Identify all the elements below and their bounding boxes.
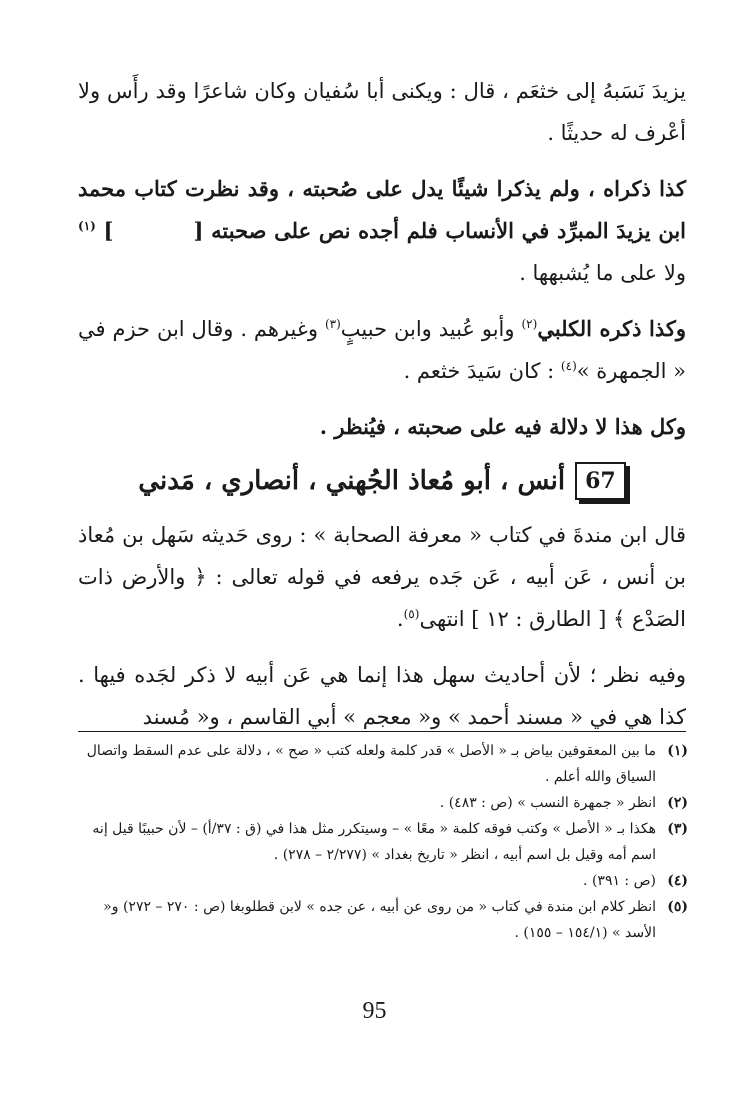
- footnote-text: (ص : ٣٩١) .: [583, 873, 656, 889]
- footnote-number: (١): [667, 743, 688, 759]
- footnote-number: (٥): [667, 899, 688, 915]
- paragraph-3-text-c: وغيرهم . وقال ابن حزم في « الجمهرة »: [78, 317, 686, 383]
- paragraph-6-text: وفيه نظر ؛ لأن أحاديث سهل هذا إنما هي عَن أبيه لا ذكر لجَده فيها . كذا هي في « مسند أحمد » و« معجم » أبي القاسم ، و« مُسند: [78, 663, 686, 729]
- footnote-separator: [78, 731, 686, 732]
- entry-title: أنس ، أبو مُعاذ الجُهني ، أنصاري ، مَدني: [138, 466, 566, 496]
- footnote-4: [78, 868, 688, 894]
- paragraph-2: [78, 168, 686, 294]
- paragraph-6: [78, 654, 686, 738]
- paragraph-1: [78, 70, 686, 154]
- paragraph-5-end: .: [396, 607, 404, 631]
- bracket-close: ]: [103, 218, 114, 243]
- footnote-1: [78, 738, 688, 790]
- paragraph-4: [78, 406, 686, 448]
- footnote-3: [78, 816, 688, 868]
- entry-number: 67: [575, 462, 626, 500]
- footnote-ref-1[interactable]: (١): [78, 219, 96, 233]
- footnote-text: هكذا بـ « الأصل » وكتب فوقه كلمة « معًا » – وسيتكرر مثل هذا في (ق : ٣٧/أ) – لأن حبيبًا قيل إنه اسم أمه وقيل بل اسم أبيه ، انظر « تاريخ بغداد » (٢/٢٧٧ – ٢٧٨) .: [92, 821, 656, 863]
- paragraph-4-text: وكل هذا لا دلالة فيه على صحبته ، فيُنظر .: [319, 414, 686, 439]
- footnote-5: [78, 894, 688, 946]
- paragraph-3: [78, 308, 686, 392]
- footnote-text: انظر كلام ابن مندة في كتاب « من روى عن أبيه ، عن جده » لابن قطلوبغا (ص : ٢٧٠ – ٢٧٢) و« الأسد » (١٥٤/١ – ١٥٥) .: [103, 899, 656, 941]
- main-text: [78, 70, 686, 752]
- footnote-text: ما بين المعقوفين بياض بـ « الأصل » قدر كلمة ولعله كتب « صح » ، دلالة على عدم السقط واتصال السياق والله أعلم .: [86, 743, 656, 785]
- footnotes: [78, 738, 688, 946]
- paragraph-5-text: قال ابن مندةَ في كتاب « معرفة الصحابة » : روى حَديثه سَهل بن مُعاذ بن أنس ، عَن أبيه ، عَن جَده يرفعه في قوله تعالى : ﴿ والأرض ذات الصَدْع ﴾ [ الطارق : ١٢ ] انتهى: [78, 523, 686, 631]
- footnote-ref-3[interactable]: (٣): [324, 317, 341, 331]
- paragraph-3-text-b: وأبو عُبيد وابن حبيبٍ: [340, 317, 515, 341]
- footnote-text: انظر « جمهرة النسب » (ص : ٤٨٣) .: [439, 795, 656, 811]
- page-number: 95: [362, 998, 387, 1024]
- paragraph-3-text-a: وكذا ذكره الكلبي: [537, 316, 686, 341]
- paragraph-2-text-b: ولا على ما يُشبهها .: [519, 261, 686, 285]
- paragraph-3-text-d: : كان سَيدَ خثعم .: [403, 359, 555, 383]
- footnote-ref-5[interactable]: (٥): [403, 607, 420, 621]
- footnote-2: [78, 790, 688, 816]
- entry-heading: [78, 462, 686, 500]
- footnote-number: (٤): [667, 873, 688, 889]
- footnote-number: (٣): [667, 821, 688, 837]
- footnote-ref-4[interactable]: (٤): [560, 359, 577, 373]
- footnote-number: (٢): [667, 795, 688, 811]
- footnote-ref-2[interactable]: (٢): [521, 317, 538, 331]
- paragraph-5: [78, 514, 686, 640]
- paragraph-2-text-a: كذا ذكراه ، ولم يذكرا شيئًا يدل على صُحبته ، وقد نظرت كتاب محمد ابن يزيدَ المبرِّد في الأنساب فلم أجده نص على صحبته [: [78, 176, 686, 243]
- paragraph-1-text: يزيدَ نَسَبهُ إلى خثعَم ، قال : ويكنى أبا سُفيان وكان شاعرًا وقد رأَس ولا أعْرف له حديثًا .: [78, 79, 686, 145]
